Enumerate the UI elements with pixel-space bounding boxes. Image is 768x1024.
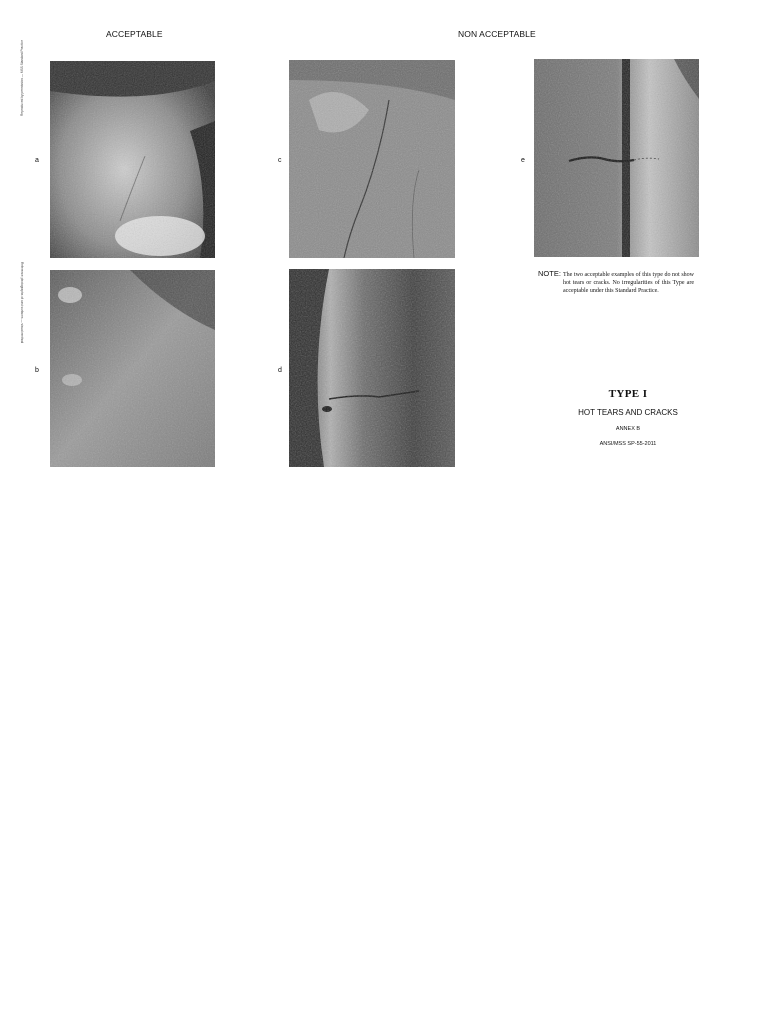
- photo-d-non-acceptable: [289, 269, 455, 467]
- type-title: TYPE I: [608, 388, 648, 400]
- figure-label-a: a: [35, 157, 39, 164]
- note-label: NOTE:: [538, 269, 561, 278]
- note-text: The two acceptable examples of this type do not show hot tears or cracks. No irregularities of this Type are acceptable under this Standard Practice.: [563, 272, 694, 294]
- photo-c-non-acceptable: [289, 60, 455, 258]
- figure-label-c: c: [278, 157, 282, 164]
- side-note-bottom: Reference photographs of cast surfaces — visual method: [20, 262, 24, 344]
- side-note-top: Reproduced by permission — MSS Standard Practice: [20, 39, 24, 116]
- figure-label-e: e: [521, 157, 525, 164]
- standard-label: ANSI/MSS SP-55-2011: [599, 441, 657, 447]
- figure-label-d: d: [278, 367, 282, 374]
- figure-label-b: b: [35, 367, 39, 374]
- note-block: [538, 271, 694, 295]
- acceptable-heading: ACCEPTABLE: [106, 29, 163, 39]
- photo-e-non-acceptable: [534, 59, 699, 257]
- annex-label: ANNEX B: [615, 426, 641, 432]
- non-acceptable-heading: NON ACCEPTABLE: [458, 29, 536, 39]
- type-subtitle: HOT TEARS AND CRACKS: [578, 408, 678, 417]
- photo-b-acceptable: [50, 270, 215, 467]
- photo-a-acceptable: [50, 61, 215, 258]
